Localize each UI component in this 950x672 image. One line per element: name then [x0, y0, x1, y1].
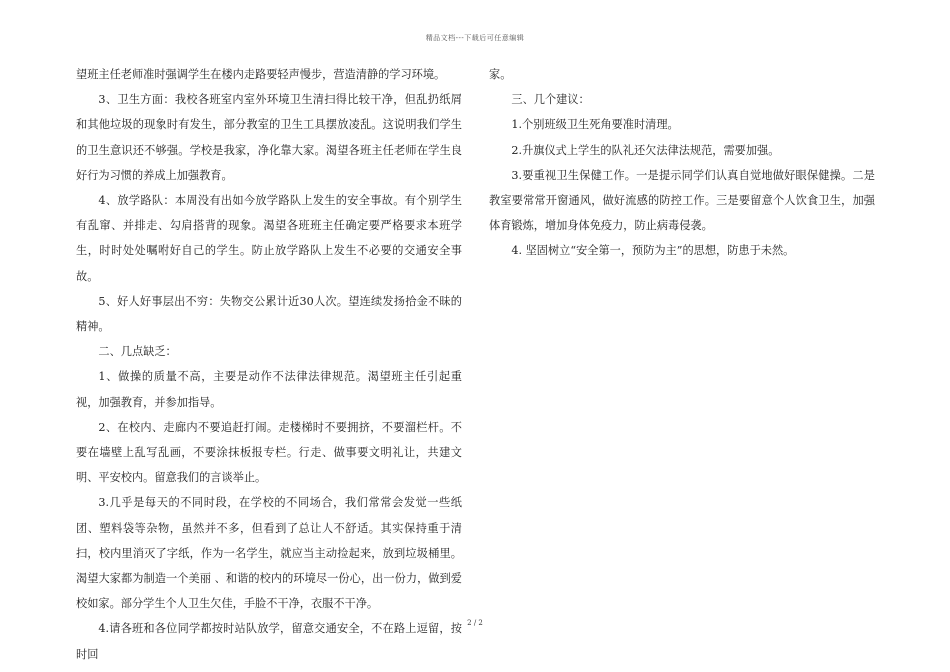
section-heading: 三、几个建议：	[511, 93, 590, 107]
paragraph: 1、做操的质量不高，主要是动作不法律法律规范。渴望班主任引起重视，加强教育，并参加指导。	[76, 370, 462, 409]
page-number: 2 / 2	[467, 619, 483, 627]
paragraph: 4.请各班和各位同学都按时站队放学，留意交通安全，不在路上逗留，按时回	[76, 622, 462, 661]
paragraph: 4、放学路队：本周没有出如今放学路队上发生的安全事故。有个别学生有乱窜、并排走、勾肩搭背的现象。渴望各班班主任确定要严格要求本班学生，时时处处嘱咐好自己的学生。防止放学路队上发生不必要的交通安全事故。	[76, 194, 462, 283]
paragraph: 3.几乎是每天的不同时段，在学校的不同场合，我们常常会发觉一些纸团、塑料袋等杂物，虽然并不多，但看到了总让人不舒适。其实保持重于清扫，校内里消灭了字纸，作为一名学生，就应当主动捡起来，放到垃圾桶里。渴望大家都为制造一个美丽 、和谐的校内的环境尽一份心，出一份力，做到爱校如家。部分学生个人卫生欠佳，手脸不干净，衣服不干净。	[76, 496, 462, 611]
paragraph: 1.个别班级卫生死角要准时清理。	[511, 118, 679, 132]
right-column	[489, 62, 875, 264]
paragraph: 望班主任老师准时强调学生在楼内走路要轻声慢步，营造清静的学习环境。	[76, 68, 446, 81]
paragraph: 2.升旗仪式上学生的队礼还欠法律法规范，需要加强。	[511, 143, 780, 157]
left-column	[76, 62, 462, 667]
page-header: 精品文档---下载后可任意编辑	[425, 34, 525, 42]
paragraph: 4. 坚固树立“安全第一，预防为主”的思想，防患于未然。	[511, 244, 795, 258]
section-heading: 二、几点缺乏：	[98, 345, 177, 359]
paragraph: 5、好人好事层出不穷：失物交公累计近30人次。望连续发扬拾金不昧的精神。	[76, 294, 462, 334]
paragraph: 3、卫生方面：我校各班室内室外环境卫生清扫得比较干净，但乱扔纸屑和其他垃圾的现象时有发生，部分教室的卫生工具摆放凌乱。这说明我们学生的卫生意识还不够强。学校是我家，净化靠大家。渴望各班主任老师在学生良好行为习惯的养成上加强教育。	[76, 93, 462, 182]
paragraph: 家。	[489, 68, 512, 81]
paragraph: 3.要重视卫生保健工作。一是提示同学们认真自觉地做好眼保健操。二是教室要常常开窗通风，做好流感的防控工作。三是要留意个人饮食卫生，加强体育锻炼，增加身体免疫力，防止病毒侵袭。	[489, 168, 875, 233]
paragraph: 2、在校内、走廊内不要追赶打闹。走楼梯时不要拥挤，不要溜栏杆。不要在墙壁上乱写乱画，不要涂抹板报专栏。行走、做事要文明礼让，共建文明、平安校内。留意我们的言谈举止。	[76, 420, 462, 485]
